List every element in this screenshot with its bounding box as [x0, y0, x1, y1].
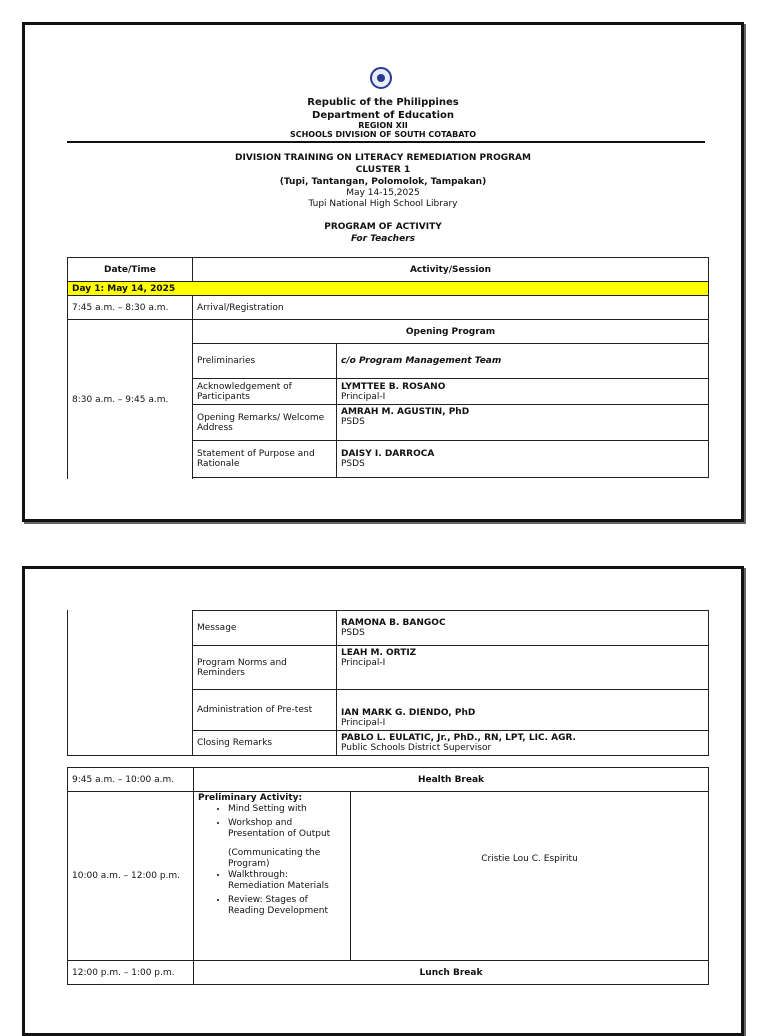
lunch-break: Lunch Break	[193, 960, 709, 985]
opening-time-continued	[67, 610, 193, 756]
arrival-time: 7:45 a.m. – 8:30 a.m.	[67, 295, 193, 320]
person-role: Principal-I	[341, 391, 386, 402]
arrival-activity: Arrival/Registration	[192, 295, 709, 320]
person-name: LEAH M. ORTIZ	[341, 648, 417, 658]
person-name: LYMTTEE B. ROSANO	[341, 381, 446, 392]
list-item: • Walkthrough: Remediation Materials	[228, 870, 346, 892]
header-activity-session: Activity/Session	[192, 257, 709, 282]
session-note: (Communicating the Program)	[228, 848, 321, 869]
opening-person-cell	[336, 440, 709, 478]
program-title: PROGRAM OF ACTIVITY	[324, 222, 442, 232]
day1-row: Day 1: May 14, 2025	[67, 281, 709, 296]
opening-program-heading: Opening Program	[192, 319, 709, 344]
title-venue: Tupi National High School Library	[308, 199, 458, 209]
program-audience: For Teachers	[350, 234, 415, 244]
opening-activity: Program Norms and Reminders	[192, 645, 337, 690]
document-page-2	[22, 566, 744, 1036]
list-item: • Review: Stages of Reading Development	[228, 895, 346, 917]
title-date: May 14-15,2025	[346, 188, 420, 198]
list-item: • Mind Setting with	[228, 804, 346, 815]
title-line1: DIVISION TRAINING ON LITERACY REMEDIATION PROGRAM	[235, 153, 531, 163]
session-cell	[193, 791, 709, 961]
opening-person-cell	[336, 404, 709, 441]
opening-activity: Closing Remarks	[192, 730, 337, 756]
opening-person-cell	[336, 730, 709, 756]
opening-activity: Administration of Pre-test	[192, 689, 337, 731]
opening-person-cell	[336, 645, 709, 690]
header-department: Department of Education	[312, 110, 454, 121]
session-speaker: Cristie Lou C. Espiritu	[481, 854, 578, 864]
deped-seal-icon	[370, 67, 392, 89]
session-time: 10:00 a.m. – 12:00 p.m.	[67, 791, 194, 961]
header-rule	[67, 141, 705, 143]
person-role: PSDS	[341, 417, 365, 427]
person-role: PSDS	[341, 459, 365, 469]
session-list	[198, 804, 346, 840]
person-name: AMRAH M. AGUSTIN, PhD	[341, 407, 470, 417]
person-name: DAISY I. DARROCA	[341, 449, 435, 459]
session-divider	[350, 792, 351, 960]
opening-activity: Statement of Purpose and Rationale	[192, 440, 337, 478]
person-name: IAN MARK G. DIENDO, PhD	[341, 708, 476, 718]
opening-person-cell	[336, 610, 709, 646]
health-time: 9:45 a.m. – 10:00 a.m.	[67, 767, 194, 792]
opening-person-cell	[336, 689, 709, 731]
session-description	[198, 793, 346, 920]
opening-activity: Opening Remarks/ Welcome Address	[192, 404, 337, 441]
opening-person-cell	[336, 378, 709, 405]
opening-activity: Preliminaries	[192, 343, 337, 379]
opening-activity: Message	[192, 610, 337, 646]
document-page-1	[22, 22, 744, 522]
person-name: RAMONA B. BANGOC	[341, 618, 446, 628]
title-line3: (Tupi, Tantangan, Polomolok, Tampakan)	[279, 177, 487, 187]
lunch-time: 12:00 p.m. – 1:00 p.m.	[67, 960, 194, 985]
list-item: • Workshop and Presentation of Output	[228, 818, 346, 840]
header-division: SCHOOLS DIVISION OF SOUTH COTABATO	[289, 130, 477, 139]
opening-activity: Acknowledgement of Participants	[192, 378, 337, 405]
person-role: Principal-I	[341, 718, 386, 728]
opening-person: c/o Program Management Team	[336, 343, 709, 379]
opening-time: 8:30 a.m. – 9:45 a.m.	[67, 319, 193, 479]
health-break: Health Break	[193, 767, 709, 792]
title-line2: CLUSTER 1	[355, 165, 411, 175]
header-republic: Republic of the Philippines	[307, 97, 459, 108]
header-date-time: Date/Time	[67, 257, 193, 282]
session-list	[198, 870, 346, 917]
person-role: Principal-I	[341, 658, 386, 668]
session-heading: Preliminary Activity:	[198, 793, 303, 803]
person-role: Public Schools District Supervisor	[341, 743, 492, 753]
person-name: PABLO L. EULATIC, Jr., PhD., RN, LPT, LIC. AGR.	[341, 733, 576, 743]
person-role: PSDS	[341, 628, 365, 638]
header-region: REGION XII	[358, 121, 408, 130]
